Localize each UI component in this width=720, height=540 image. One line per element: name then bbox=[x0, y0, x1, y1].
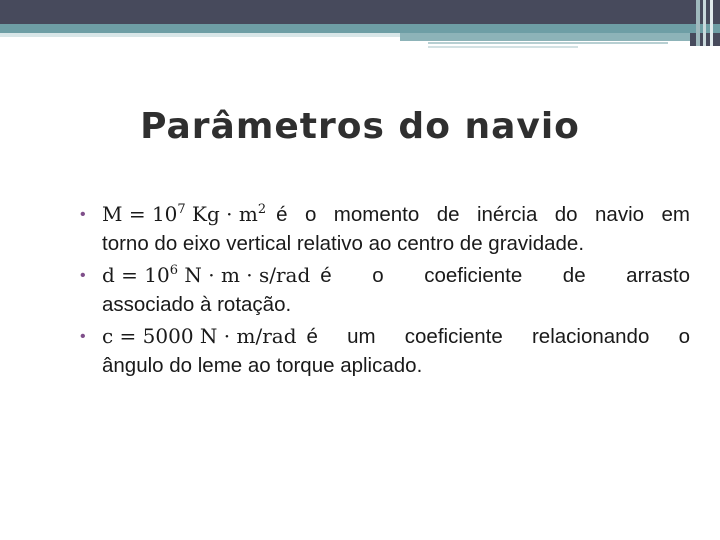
word: em bbox=[661, 203, 690, 226]
word: momento bbox=[333, 203, 420, 226]
word: é bbox=[306, 325, 318, 348]
bullet-line bbox=[102, 200, 690, 229]
bullet-item-inertia bbox=[80, 200, 690, 258]
word: do bbox=[554, 203, 578, 226]
word: é bbox=[320, 264, 332, 287]
word: coeficiente bbox=[404, 325, 503, 348]
word: relacionando bbox=[531, 325, 650, 348]
formula-inertia bbox=[102, 200, 266, 229]
formula-text: N · m · s/rad bbox=[178, 263, 311, 287]
word: coeficiente bbox=[424, 264, 523, 287]
formula-exponent: 2 bbox=[257, 202, 267, 217]
bullet-line bbox=[102, 322, 690, 351]
word: arrasto bbox=[626, 264, 690, 287]
formula-text: M = 10 bbox=[102, 202, 178, 226]
bullet-icon: • bbox=[80, 328, 86, 345]
header-banner bbox=[0, 0, 720, 24]
word: é bbox=[276, 203, 288, 226]
formula-rudder bbox=[102, 322, 297, 351]
word: navio bbox=[595, 203, 645, 226]
formula-text: d = 10 bbox=[102, 263, 170, 287]
bullet-icon: • bbox=[80, 206, 86, 223]
bullet-item-rudder bbox=[80, 322, 690, 380]
header-stripe-light bbox=[0, 33, 400, 37]
header-vertical-bar bbox=[703, 0, 706, 46]
bullet-item-damping bbox=[80, 261, 690, 319]
bullet-text bbox=[307, 322, 691, 351]
word: o bbox=[372, 264, 384, 287]
bullet-list bbox=[80, 200, 690, 380]
header-stripe-teal-right bbox=[400, 33, 690, 41]
word: o bbox=[304, 203, 317, 226]
bullet-text-continued: ângulo do leme ao torque aplicado. bbox=[102, 354, 423, 377]
slide-title: Parâmetros do navio bbox=[140, 106, 580, 147]
header-line bbox=[428, 42, 668, 44]
formula-exponent: 6 bbox=[169, 263, 179, 278]
bullet-text-continued: associado à rotação. bbox=[102, 293, 292, 316]
header-vertical-bar bbox=[710, 0, 713, 46]
bullet-text bbox=[320, 261, 690, 290]
word: um bbox=[347, 325, 376, 348]
word: o bbox=[678, 325, 690, 348]
bullet-text-continued: torno do eixo vertical relativo ao centro de gravidade. bbox=[102, 232, 585, 255]
bullet-icon: • bbox=[80, 267, 86, 284]
word: inércia bbox=[476, 203, 538, 226]
formula-text: c = 5000 N · m/rad bbox=[102, 324, 297, 348]
formula-exponent: 7 bbox=[177, 202, 186, 217]
bullet-line bbox=[102, 261, 690, 290]
formula-text: Kg · m bbox=[185, 202, 258, 226]
word: de bbox=[436, 203, 460, 226]
header-stripe-teal bbox=[0, 24, 720, 33]
formula-damping bbox=[102, 261, 310, 290]
bullet-text bbox=[276, 200, 690, 229]
header-line bbox=[428, 46, 578, 48]
header-vertical-bar bbox=[696, 0, 700, 46]
word: de bbox=[562, 264, 586, 287]
